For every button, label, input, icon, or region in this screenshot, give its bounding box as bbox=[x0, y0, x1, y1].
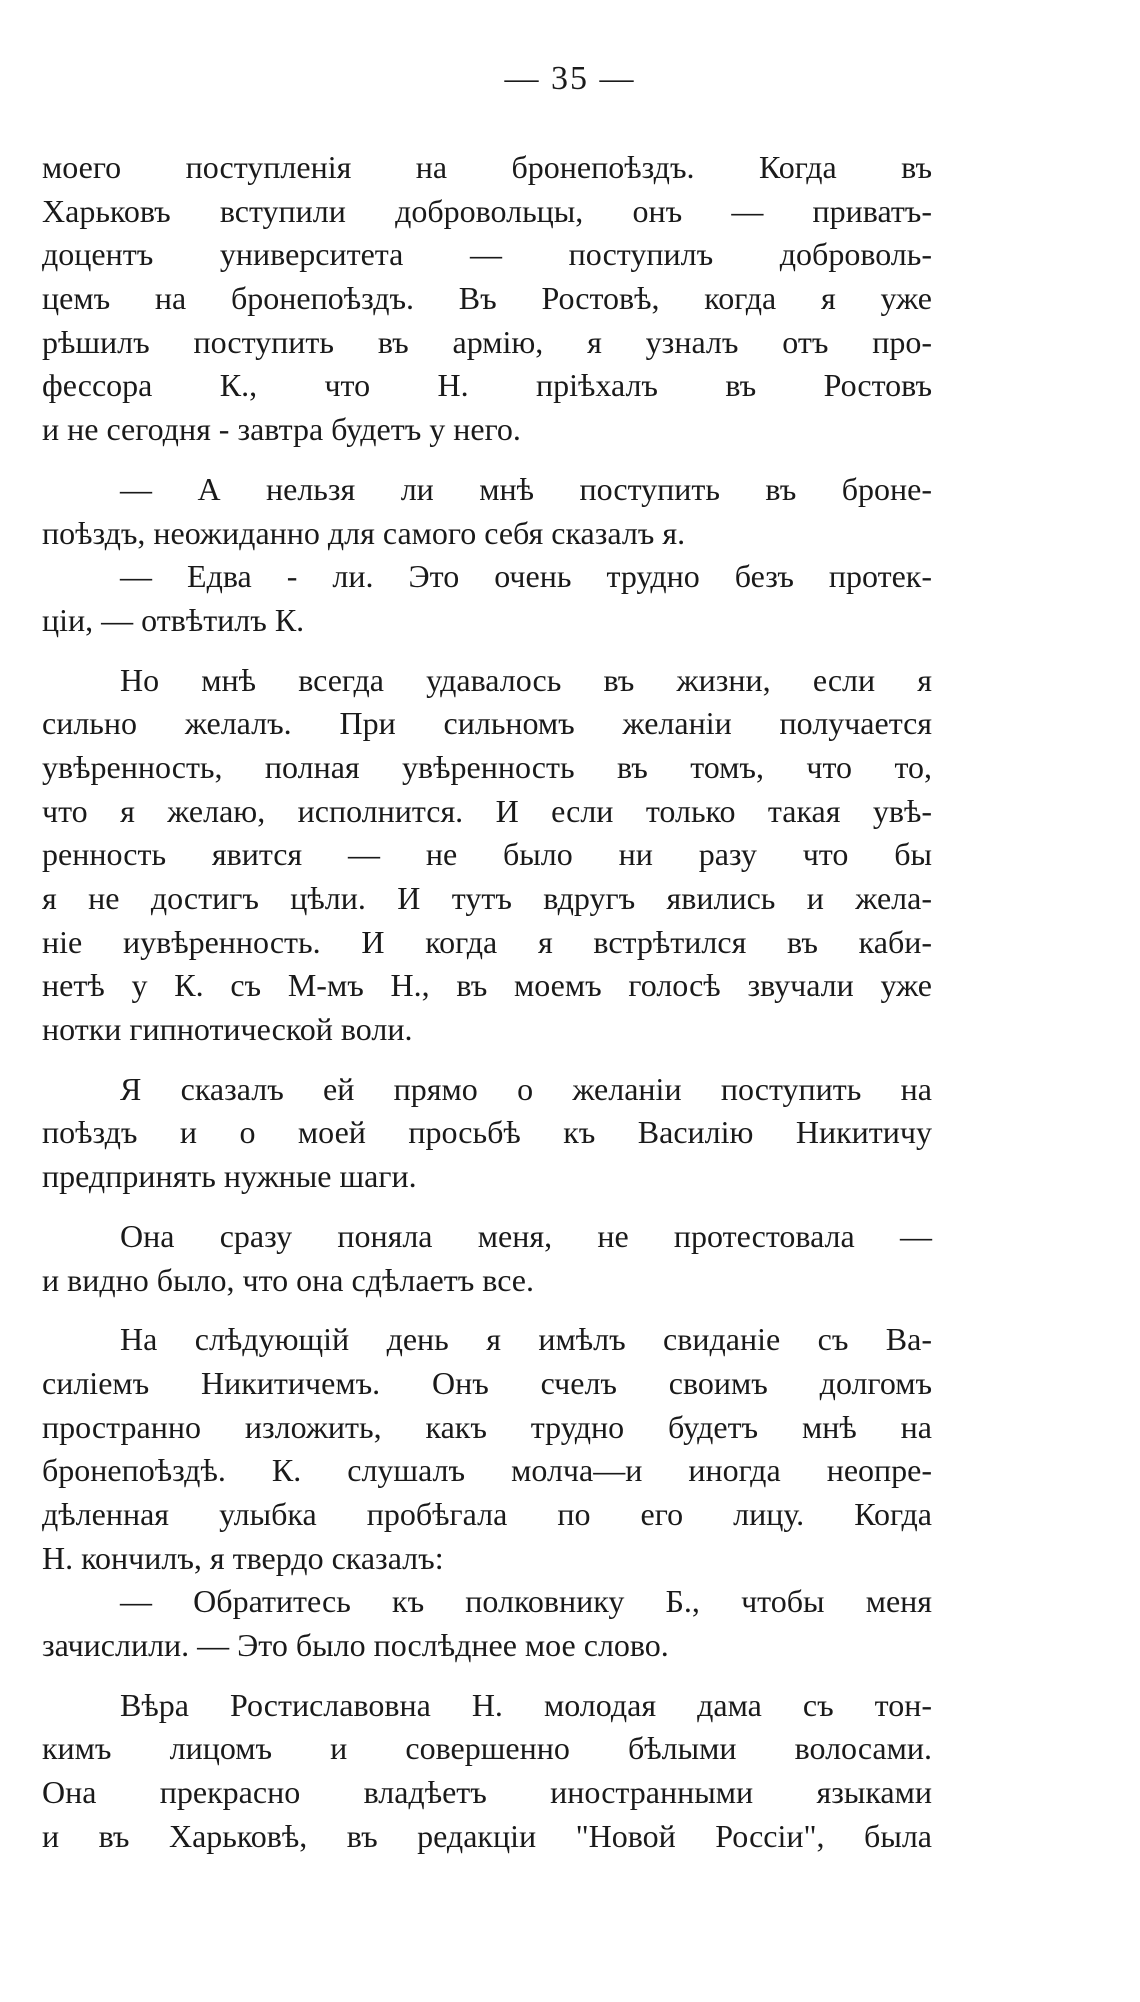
text-line: нотки гипнотической воли. bbox=[42, 1011, 413, 1048]
text-line: Она сразу поняла меня, не протестовала — bbox=[120, 1217, 932, 1254]
text-line: доцентъ университета — поступилъ доброволь- bbox=[42, 236, 932, 273]
text-line: — А нельзя ли мнѣ поступить въ броне- bbox=[120, 470, 932, 507]
text-line: нетѣ у К. съ М-мъ Н., въ моемъ голосѣ звучали уже bbox=[42, 967, 932, 1004]
text-line: Н. кончилъ, я твердо сказалъ: bbox=[42, 1539, 444, 1576]
text-line: и въ Харьковѣ, въ редакціи "Новой Россіи", была bbox=[42, 1817, 932, 1854]
text-line: я не достигъ цѣли. И тутъ вдругъ явились и жела- bbox=[42, 880, 932, 916]
text-line: Я сказалъ ей прямо о желаніи поступить на bbox=[120, 1070, 932, 1107]
text-line: поѣздъ и о моей просьбѣ къ Василію Никитичу bbox=[42, 1114, 932, 1151]
text-line: бронепоѣздѣ. К. слушалъ молча—и иногда неопре- bbox=[42, 1452, 932, 1489]
text-line: силіемъ Никитичемъ. Онъ счелъ своимъ долгомъ bbox=[42, 1364, 932, 1401]
text-line: пространно изложить, какъ трудно будетъ мнѣ на bbox=[42, 1408, 932, 1445]
text-line: сильно желалъ. При сильномъ желаніи получается bbox=[42, 705, 932, 742]
text-line: Она прекрасно владѣетъ иностранными языками bbox=[42, 1774, 932, 1811]
text-line: На слѣдующій день я имѣлъ свиданіе съ Ва- bbox=[120, 1321, 932, 1358]
text-line: увѣренность, полная увѣренность въ томъ, что то, bbox=[42, 748, 932, 785]
text-line: зачислили. — Это было послѣднее мое слово. bbox=[42, 1627, 669, 1663]
text-line: и не сегодня - завтра будетъ у него. bbox=[42, 411, 521, 448]
text-line: кимъ лицомъ и совершенно бѣлыми волосами. bbox=[42, 1730, 932, 1767]
text-line: моего поступленія на бронепоѣздъ. Когда въ bbox=[42, 149, 932, 185]
text-line: поѣздъ, неожиданно для самого себя сказалъ я. bbox=[42, 514, 686, 551]
page-number: — 35 — bbox=[504, 60, 636, 97]
text-line: фессора К., что Н. пріѣхалъ въ Ростовъ bbox=[42, 367, 932, 404]
text-line: что я желаю, исполнится. И если только такая увѣ- bbox=[42, 792, 932, 829]
text-line: Вѣра Ростиславовна Н. молодая дама съ тон- bbox=[120, 1686, 932, 1723]
text-line: предпринять нужные шаги. bbox=[42, 1158, 417, 1195]
text-line: — Обратитесь къ полковнику Б., чтобы меня bbox=[120, 1583, 932, 1620]
text-line: цемъ на бронепоѣздъ. Въ Ростовѣ, когда я уже bbox=[42, 280, 932, 317]
text-line: рѣшилъ поступить въ армію, я узналъ отъ про- bbox=[42, 323, 932, 360]
text-line: Харьковъ вступили добровольцы, онъ — приватъ- bbox=[42, 192, 932, 229]
text-line: дѣленная улыбка пробѣгала по его лицу. Когда bbox=[42, 1495, 932, 1532]
text-line: ніе иувѣренность. И когда я встрѣтился въ каби- bbox=[42, 923, 932, 960]
text-line: — Едва - ли. Это очень трудно безъ протек- bbox=[120, 558, 932, 595]
text-line: ренность явится — не было ни разу что бы bbox=[42, 836, 932, 873]
page-text bbox=[42, 146, 932, 1858]
text-line: ціи, — отвѣтилъ К. bbox=[42, 601, 305, 638]
text-line: и видно было, что она сдѣлаетъ все. bbox=[42, 1261, 534, 1298]
text-line: Но мнѣ всегда удавалось въ жизни, если я bbox=[120, 661, 932, 698]
